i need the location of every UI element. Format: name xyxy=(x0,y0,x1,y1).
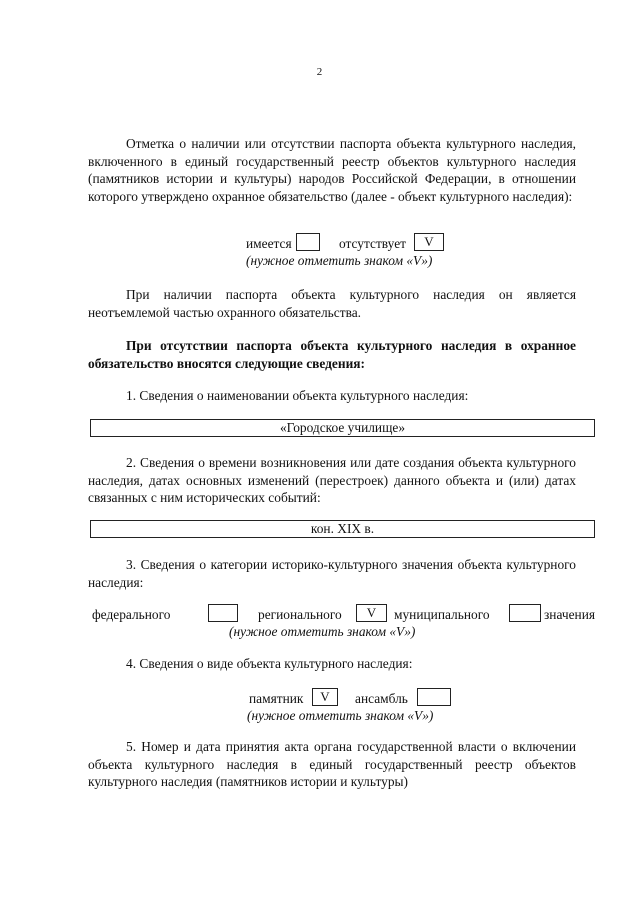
passport-has-checkbox[interactable] xyxy=(296,233,320,251)
type-ensemble-label: ансамбль xyxy=(355,691,408,706)
type-ensemble-checkbox[interactable] xyxy=(417,688,451,706)
absent-note: При отсутствии паспорта объекта культурного наследия в охранное обязательство вносятся следующие сведения: xyxy=(88,338,576,371)
category-municipal-label: муниципального xyxy=(394,607,490,622)
passport-absent-checkbox[interactable]: V xyxy=(414,233,444,251)
category-federal-checkbox[interactable] xyxy=(208,604,238,622)
type-monument-checkbox[interactable]: V xyxy=(312,688,338,706)
passport-has-label: имеется xyxy=(246,236,292,251)
item1-label: 1. Сведения о наименовании объекта культурного наследия: xyxy=(126,388,469,403)
passport-absent-label: отсутствует xyxy=(339,236,406,251)
category-regional-checkbox[interactable]: V xyxy=(356,604,387,622)
type-hint: (нужное отметить знаком «V») xyxy=(247,708,434,723)
type-monument-label: памятник xyxy=(249,691,304,706)
page-number: 2 xyxy=(316,66,323,78)
category-municipal-checkbox[interactable] xyxy=(509,604,541,622)
category-hint: (нужное отметить знаком «V») xyxy=(229,624,416,639)
item4-label: 4. Сведения о виде объекта культурного наследия: xyxy=(126,656,413,671)
item2-label: 2. Сведения о времени возникновения или дате создания объекта культурного наследия, датах основных изменений (перестроек) данного объекта и (или) датах связанных с ним исторических событий: xyxy=(88,455,576,505)
category-significance-label: значения xyxy=(544,607,596,622)
item5-text: 5. Номер и дата принятия акта органа государственной власти о включении объекта культурного наследия в единый государственный реестр объектов культурного наследия (памятников истории и культуры) xyxy=(88,739,576,789)
intro-paragraph: Отметка о наличии или отсутствии паспорта объекта культурного наследия, включенного в единый государственный реестр объектов культурного наследия (памятников истории и культуры) народов Российской Федерации, в отношении которого утверждено охранное обязательство (далее - объект культурного наследия): xyxy=(88,136,576,204)
category-federal-label: федерального xyxy=(92,607,171,622)
item3-label: 3. Сведения о категории историко-культурного значения объекта культурного наследия: xyxy=(88,557,576,590)
passport-hint: (нужное отметить знаком «V») xyxy=(246,253,433,268)
category-regional-label: регионального xyxy=(258,607,342,622)
item2-date-field[interactable]: кон. XIX в. xyxy=(90,520,595,538)
item1-name-field[interactable]: «Городское училище» xyxy=(90,419,595,437)
passport-note: При наличии паспорта объекта культурного наследия он является неотъемлемой частью охранного обязательства. xyxy=(88,287,576,320)
